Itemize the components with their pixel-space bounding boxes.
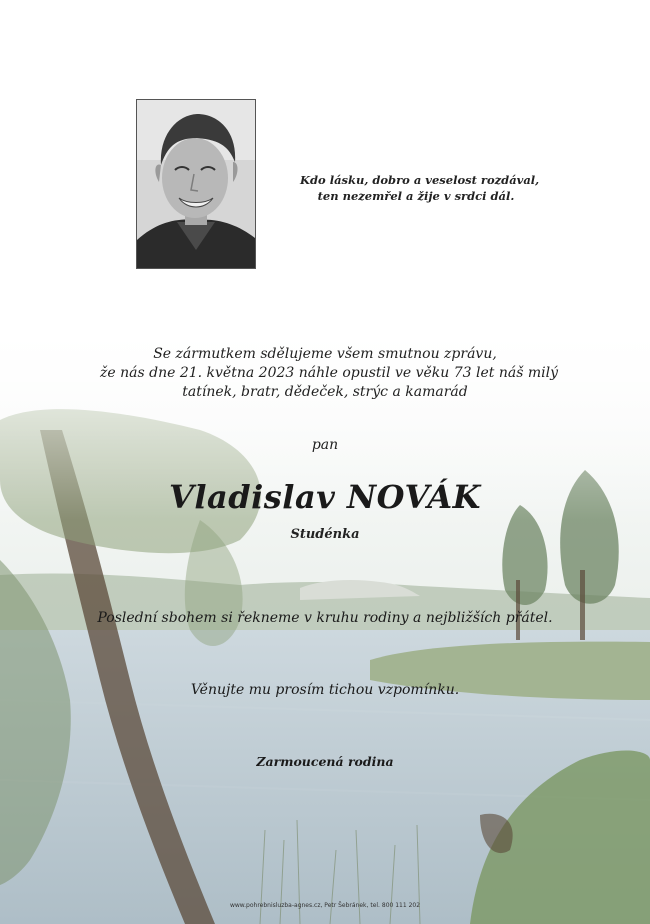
portrait-photo	[136, 99, 256, 269]
deceased-name: Vladislav NOVÁK	[169, 478, 481, 516]
motto	[300, 172, 540, 204]
announcement	[100, 345, 558, 402]
remembrance-request: Věnujte mu prosím tichou vzpomínku.	[190, 682, 460, 698]
mourners-signature: Zarmoucená rodina	[256, 754, 394, 769]
motto-line-1: Kdo lásku, dobro a veselost rozdával,	[300, 173, 540, 187]
announcement-line-3: tatínek, bratr, dědeček, strýc a kamarád	[182, 384, 468, 400]
motto-line-2: ten nezemřel a žije v srdci dál.	[317, 189, 515, 203]
announcement-line-2: že nás dne 21. května 2023 náhle opustil ve věku 73 let náš milý	[100, 365, 558, 381]
deceased-place: Studénka	[290, 527, 360, 542]
funeral-service-footer: www.pohrebnisluzba-agnes.cz, Petr Šebránek, tel. 800 111 202	[229, 902, 421, 909]
honorific: pan	[311, 437, 339, 453]
portrait-image	[137, 100, 255, 268]
announcement-line-1: Se zármutkem sdělujeme všem smutnou zprávu,	[153, 346, 497, 362]
farewell-text: Poslední sbohem si řekneme v kruhu rodiny a nejbližších přátel.	[97, 610, 553, 626]
